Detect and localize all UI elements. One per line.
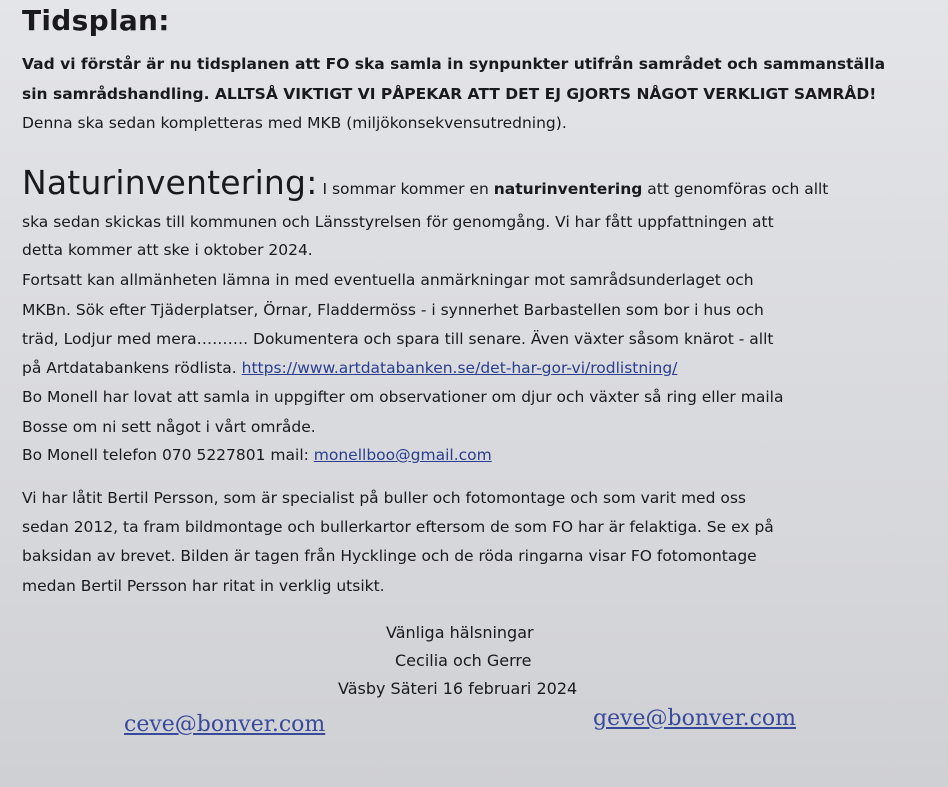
natur-line-10	[22, 446, 492, 464]
artdatabanken-link[interactable]: https://www.artdatabanken.se/det-har-gor-vi/rodlistning/	[241, 359, 678, 377]
bertil-line-1: Vi har låtit Bertil Persson, som är specialist på buller och fotomontage och som varit med oss	[22, 489, 746, 507]
tidsplan-line-3: Denna ska sedan kompletteras med MKB (miljökonsekvensutredning).	[22, 114, 567, 132]
place-date: Väsby Säteri 16 februari 2024	[338, 679, 578, 698]
natur-line-5: MKBn. Sök efter Tjäderplatser, Örnar, Fladdermöss - i synnerhet Barbastellen som bor i hus och	[22, 301, 764, 319]
natur-line-10-pre: Bo Monell telefon 070 5227801 mail:	[22, 446, 314, 464]
tidsplan-line-1: Vad vi förstår är nu tidsplanen att FO ska samla in synpunkter utifrån samrådet och sammanställa	[22, 55, 886, 73]
email-left-link[interactable]: ceve@bonver.com	[124, 712, 326, 737]
greeting: Vänliga hälsningar	[386, 623, 534, 642]
bertil-line-4: medan Bertil Persson har ritat in verklig utsikt.	[22, 577, 385, 595]
tidsplan-line-2: sin samrådshandling. ALLTSÅ VIKTIGT VI PÅPEKAR ATT DET EJ GJORTS NÅGOT VERKLIGT SAMRÅD!	[22, 85, 877, 103]
natur-line-9: Bosse om ni sett något i vårt område.	[22, 418, 316, 436]
bertil-line-2: sedan 2012, ta fram bildmontage och bullerkartor eftersom de som FO har är felaktiga. Se ex på	[22, 518, 774, 536]
natur-line-6: träd, Lodjur med mera………. Dokumentera och spara till senare. Även växter såsom knärot - allt	[22, 330, 774, 348]
natur-line-7-pre: på Artdatabankens rödlista.	[22, 359, 242, 377]
natur-line-8: Bo Monell har lovat att samla in uppgifter om observationer om djur och växter så ring eller maila	[22, 388, 784, 406]
tidsplan-heading: Tidsplan:	[22, 4, 170, 37]
natur-heading: Naturinventering:	[22, 163, 318, 202]
natur-line-2: ska sedan skickas till kommunen och Länsstyrelsen för genomgång. Vi har fått uppfattningen att	[22, 213, 774, 231]
natur-line-1	[22, 163, 828, 202]
natur-line-1-post: att genomföras och allt	[642, 180, 829, 198]
bertil-line-3: baksidan av brevet. Bilden är tagen från Hycklinge och de röda ringarna visar FO fotomontage	[22, 547, 757, 565]
natur-line-1-pre: I sommar kommer en	[317, 180, 494, 198]
natur-line-1-bold: naturinventering	[493, 180, 643, 198]
natur-line-4: Fortsatt kan allmänheten lämna in med eventuella anmärkningar mot samrådsunderlaget och	[22, 271, 754, 289]
signature-names: Cecilia och Gerre	[395, 651, 532, 670]
natur-line-3: detta kommer att ske i oktober 2024.	[22, 241, 313, 259]
natur-line-7	[22, 359, 677, 377]
monell-email-link[interactable]: monellboo@gmail.com	[313, 446, 492, 464]
email-right-link[interactable]: geve@bonver.com	[593, 706, 797, 731]
